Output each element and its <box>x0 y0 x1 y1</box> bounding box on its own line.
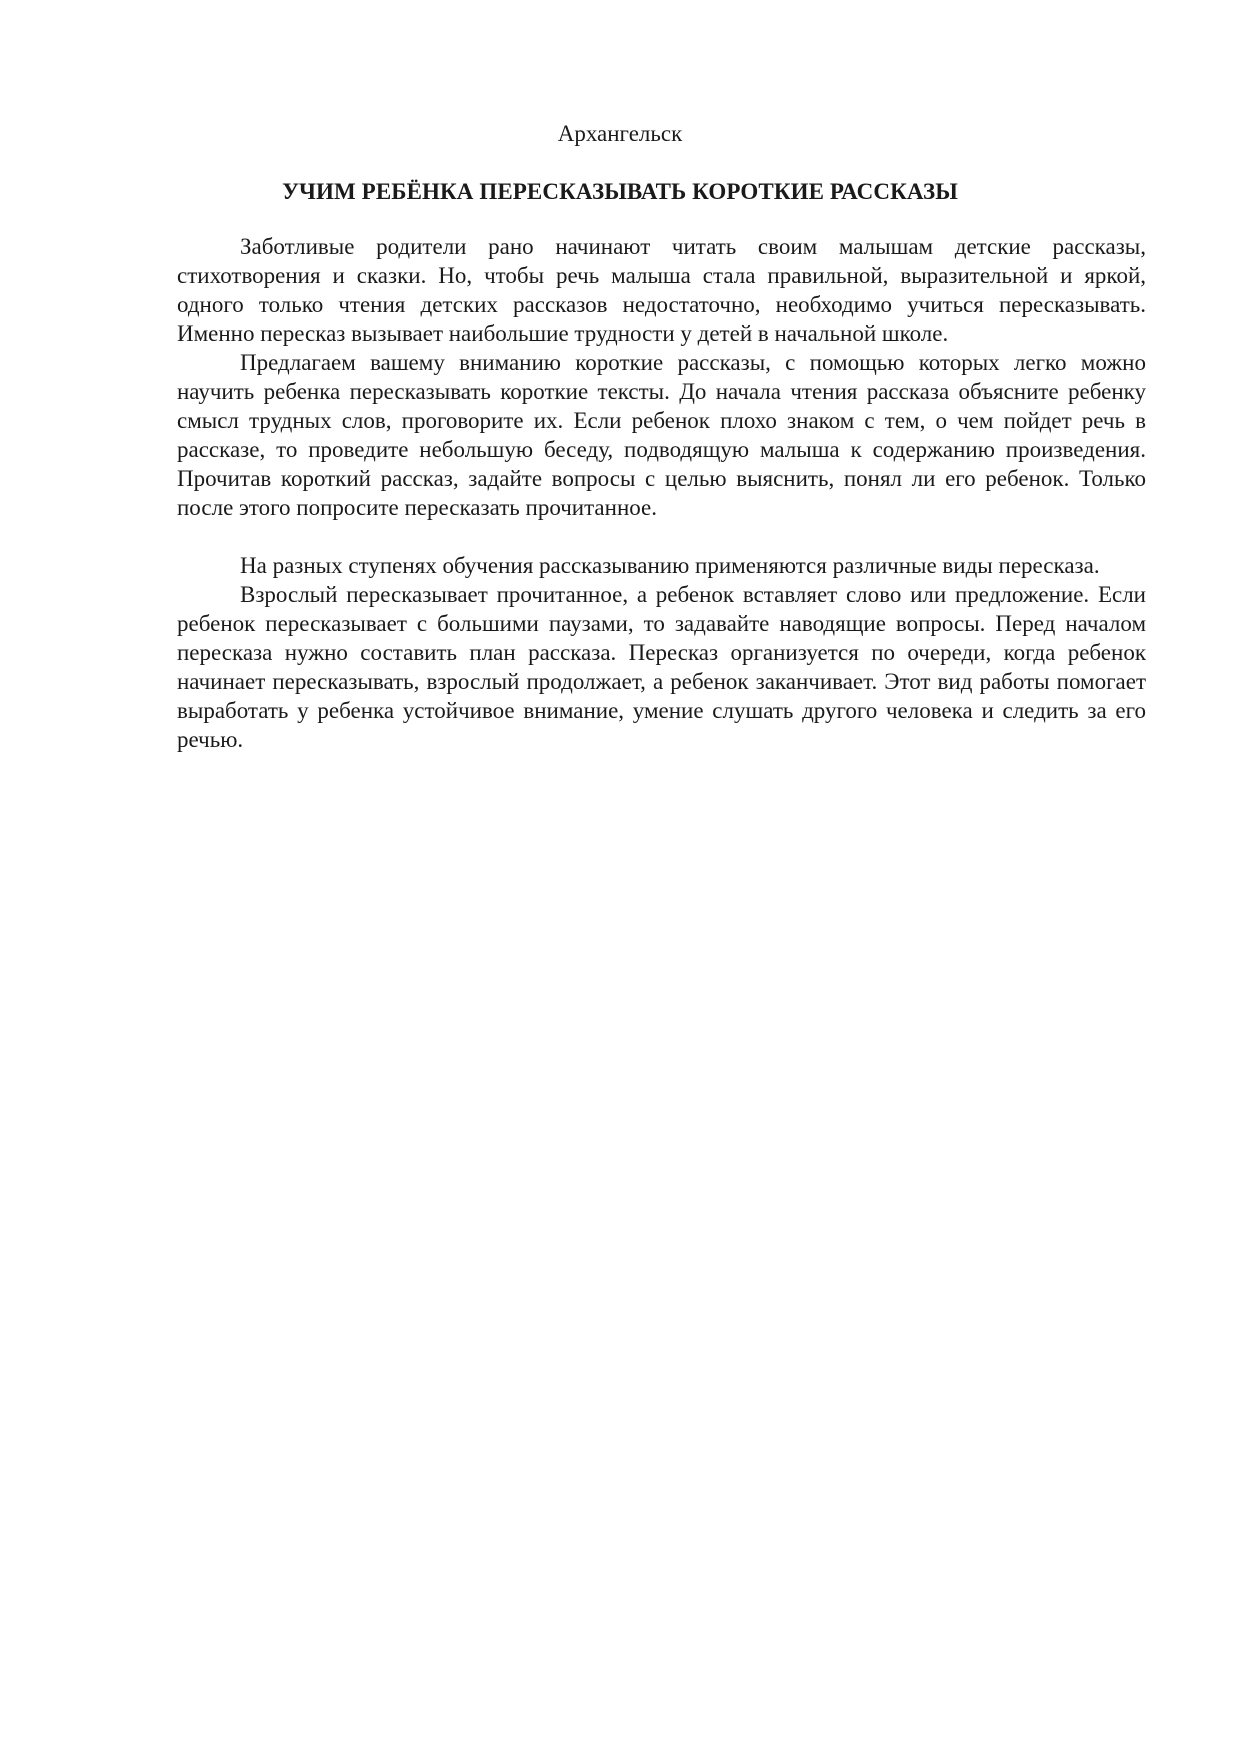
paragraph-3: На разных ступенях обучения рассказыванию применяются различные виды пересказа. <box>240 553 1100 578</box>
paragraph-2: Предлагаем вашему вниманию короткие рассказы, с помощью которых легко можно научить ребенка пересказывать короткие тексты. До начала чтения рассказа объясните ребенку смысл трудных слов, проговорите их. Если ребенок плохо знаком с тем, о чем пойдет речь в рассказе, то проведите небольшую беседу, подводящую малыша к содержанию произведения. Прочитав короткий рассказ, задайте вопросы с целью выяснить, понял ли его ребенок. Только после этого попросите пересказать прочитанное. <box>177 350 1146 520</box>
paragraph-4: Взрослый пересказывает прочитанное, а ребенок вставляет слово или предложение. Если ребенок пересказывает с большими паузами, то задавайте наводящие вопросы. Перед началом пересказа нужно составить план рассказа. Пересказ организуется по очереди, когда ребенок начинает пересказывать, взрослый продолжает, а ребенок заканчивает. Этот вид работы помогает выработать у ребенка устойчивое внимание, умение слушать другого человека и следить за его речью. <box>177 582 1146 752</box>
city-heading: Архангельск <box>557 121 683 146</box>
document-body <box>177 232 1146 754</box>
document-title: УЧИМ РЕБЁНКА ПЕРЕСКАЗЫВАТЬ КОРОТКИЕ РАССКАЗЫ <box>282 179 958 204</box>
paragraph-1: Заботливые родители рано начинают читать своим малышам детские рассказы, стихотворения и сказки. Но, чтобы речь малыша стала правильной, выразительной и яркой, одного только чтения детских рассказов недостаточно, необходимо учиться пересказывать. Именно пересказ вызывает наибольшие трудности у детей в начальной школе. <box>177 234 1146 346</box>
